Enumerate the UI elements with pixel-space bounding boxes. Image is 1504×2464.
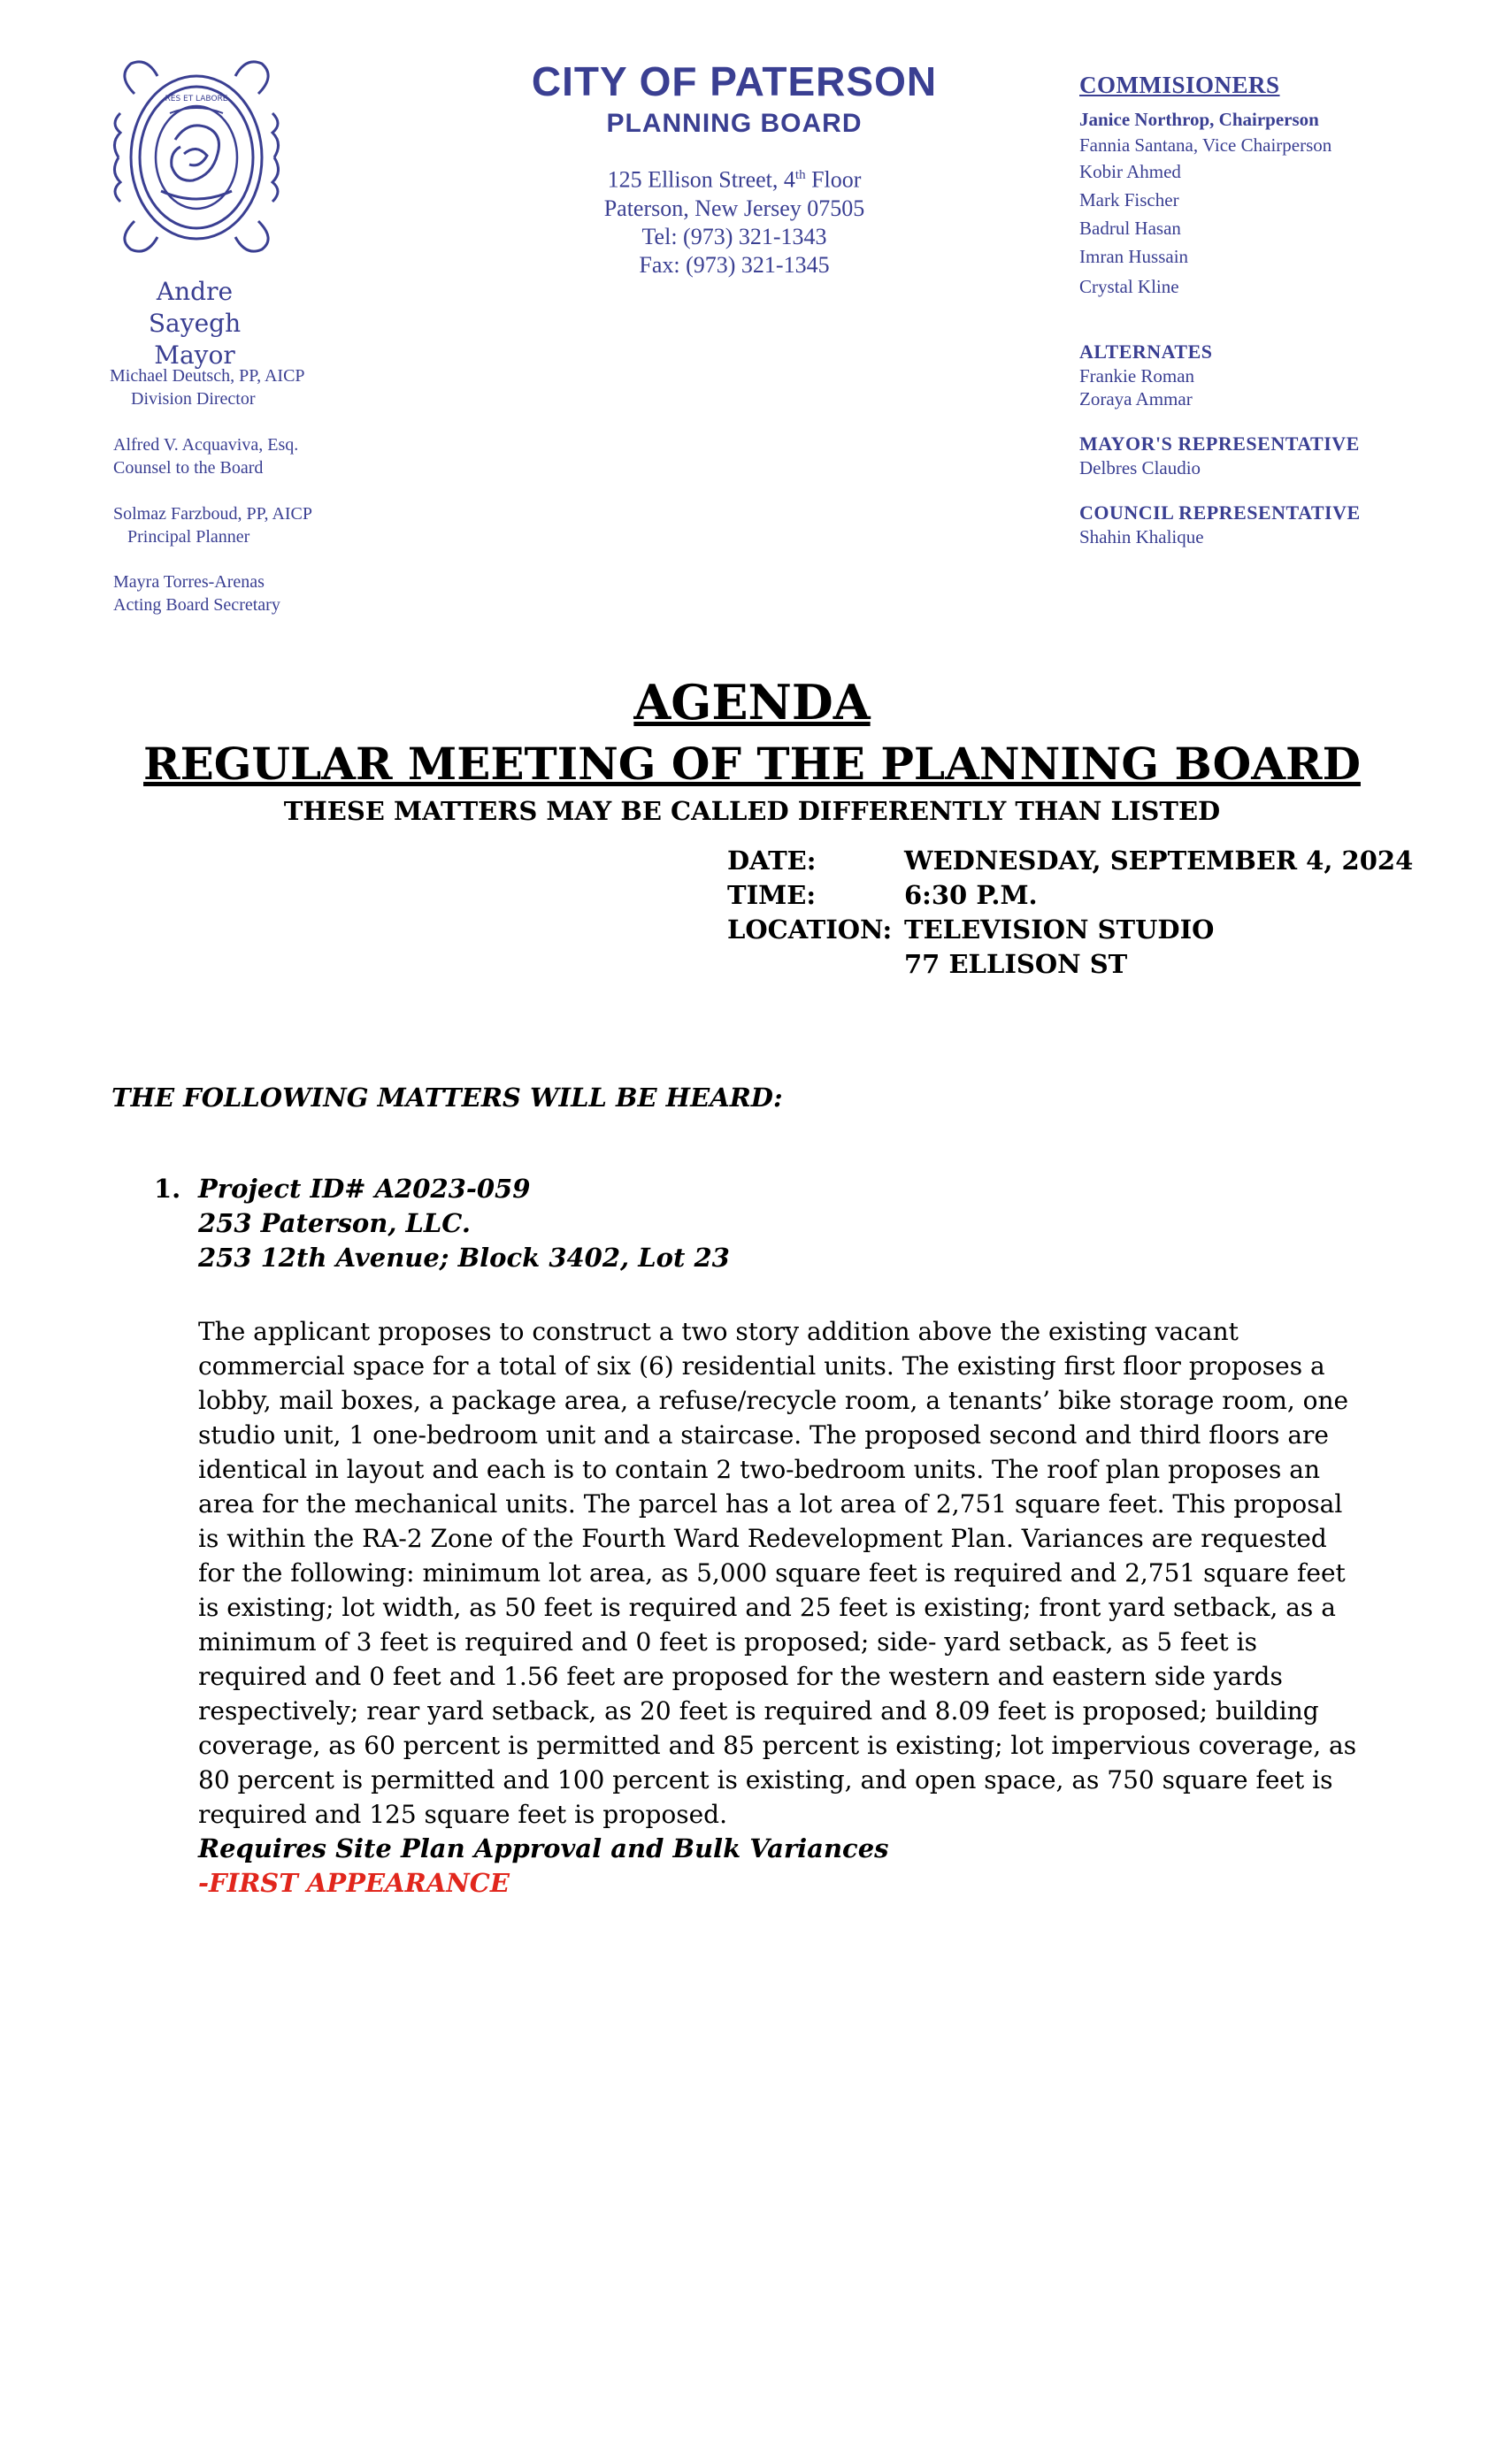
project-id: Project ID# A2023-059 — [198, 1174, 531, 1204]
commissioner: Crystal Kline — [1079, 276, 1179, 297]
order-notice: THESE MATTERS MAY BE CALLED DIFFERENTLY THAN LISTED — [283, 796, 1221, 826]
date-value: WEDNESDAY, SEPTEMBER 4, 2024 — [904, 846, 1414, 876]
location-label: LOCATION: — [727, 914, 893, 945]
staff-counsel — [113, 433, 298, 479]
commissioners-block — [1079, 73, 1331, 302]
staff-name: Michael Deutsch, PP, AICP — [110, 366, 305, 386]
date-row — [727, 844, 1413, 878]
staff-secretary — [113, 570, 280, 616]
mayor-rep-name: Delbres Claudio — [1079, 457, 1201, 478]
staff-title: Counsel to the Board — [113, 458, 264, 478]
staff-title: Division Director — [131, 389, 256, 409]
commissioner: Fannia Santana, Vice Chairperson — [1079, 134, 1332, 156]
alternate: Zoraya Ammar — [1079, 388, 1193, 409]
city-seal-logo — [108, 58, 285, 255]
mayor-block — [115, 276, 274, 371]
mayor-rep-block — [1079, 432, 1360, 479]
mayor-title: Mayor — [154, 341, 235, 370]
location-value-2: 77 ELLISON ST — [904, 949, 1128, 979]
fax: Fax: (973) 321-1345 — [639, 251, 830, 278]
commissioner: Imran Hussain — [1079, 246, 1189, 267]
agenda-item — [154, 1172, 1366, 1901]
address-block — [495, 161, 973, 279]
staff-title: Acting Board Secretary — [113, 595, 280, 615]
alternate: Frankie Roman — [1079, 365, 1195, 386]
item-requirement: Requires Site Plan Approval and Bulk Variances — [198, 1833, 889, 1863]
property-location: 253 12th Avenue; Block 3402, Lot 23 — [198, 1243, 730, 1273]
appearance-status: -FIRST APPEARANCE — [198, 1868, 510, 1898]
city-name: CITY OF PATERSON — [531, 58, 938, 104]
alternates-block — [1079, 340, 1213, 410]
staff-director — [110, 364, 305, 410]
meeting-title: REGULAR MEETING OF THE PLANNING BOARD — [143, 738, 1361, 790]
commissioners-heading: COMMISIONERS — [1079, 72, 1280, 98]
mayor-name: Andre Sayegh — [148, 277, 242, 338]
time-row — [727, 878, 1413, 913]
seal-motto: RES ET LABORE — [165, 95, 228, 103]
item-number: 1. — [154, 1174, 181, 1204]
staff-title: Principal Planner — [127, 527, 250, 547]
commissioner: Mark Fischer — [1079, 189, 1179, 210]
meeting-details — [727, 844, 1413, 982]
council-rep-name: Shahin Khalique — [1079, 526, 1204, 547]
time-label: TIME: — [727, 880, 817, 910]
date-label: DATE: — [727, 846, 817, 876]
staff-name: Alfred V. Acquaviva, Esq. — [113, 435, 299, 455]
council-rep-block — [1079, 501, 1361, 548]
agenda-title: AGENDA — [633, 674, 871, 731]
location-row — [727, 913, 1413, 947]
address-line-2: Paterson, New Jersey 07505 — [603, 195, 865, 221]
item-header — [154, 1172, 1366, 1275]
commissioner: Kobir Ahmed — [1079, 161, 1181, 182]
matters-heading: THE FOLLOWING MATTERS WILL BE HEARD: — [111, 1083, 783, 1113]
location-value: TELEVISION STUDIO — [904, 914, 1215, 945]
location-row-2 — [727, 947, 1413, 982]
address-line-1: 125 Ellison Street, 4th Floor — [607, 166, 862, 193]
mayor-rep-heading: MAYOR'S REPRESENTATIVE — [1079, 432, 1360, 455]
time-value: 6:30 P.M. — [904, 880, 1038, 910]
staff-name: Mayra Torres-Arenas — [113, 572, 265, 592]
applicant-name: 253 Paterson, LLC. — [198, 1208, 471, 1238]
staff-planner — [113, 502, 312, 548]
telephone: Tel: (973) 321-1343 — [641, 223, 827, 249]
board-name: PLANNING BOARD — [606, 109, 863, 138]
staff-name: Solmaz Farzboud, PP, AICP — [113, 504, 313, 524]
commissioner: Badrul Hasan — [1079, 218, 1181, 239]
city-header — [495, 57, 973, 279]
council-rep-heading: COUNCIL REPRESENTATIVE — [1079, 501, 1361, 524]
alternates-heading: ALTERNATES — [1079, 341, 1213, 363]
item-description: The applicant proposes to construct a two story addition above the existing vacant commercial space for a total of six (6) residential units. The existing first floor proposes a lobby, mail boxes, a package area, a refuse/recycle room, a tenants’ bike storage room, one studio unit, 1 one-bedroom unit and a staircase. The proposed second and third floors are identical in layout and each is to contain 2 two-bedroom units. The roof plan proposes an area for the mechanical units. The parcel has a lot area of 2,751 square feet. This proposal is within the RA-2 Zone of the Fourth Ward Redevelopment Plan. Variances are requested for the following: minimum lot area, as 5,000 square feet is required and 2,751 square feet is existing; lot width, as 50 feet is required and 25 feet is existing; front yard setback, as a minimum of 3 feet is required and 0 feet is proposed; side- yard setback, as 5 feet is required and 0 feet and 1.56 feet are proposed for the western and eastern side yards respectively; rear yard setback, as 20 feet is required and 8.09 feet is proposed; building coverage, as 60 percent is permitted and 85 percent is existing; lot impervious coverage, as 80 percent is permitted and 100 percent is existing, and open space, as 750 square feet is required and 125 square feet is proposed. — [198, 1317, 1357, 1829]
commissioner-chair: Janice Northrop, Chairperson — [1079, 109, 1319, 130]
